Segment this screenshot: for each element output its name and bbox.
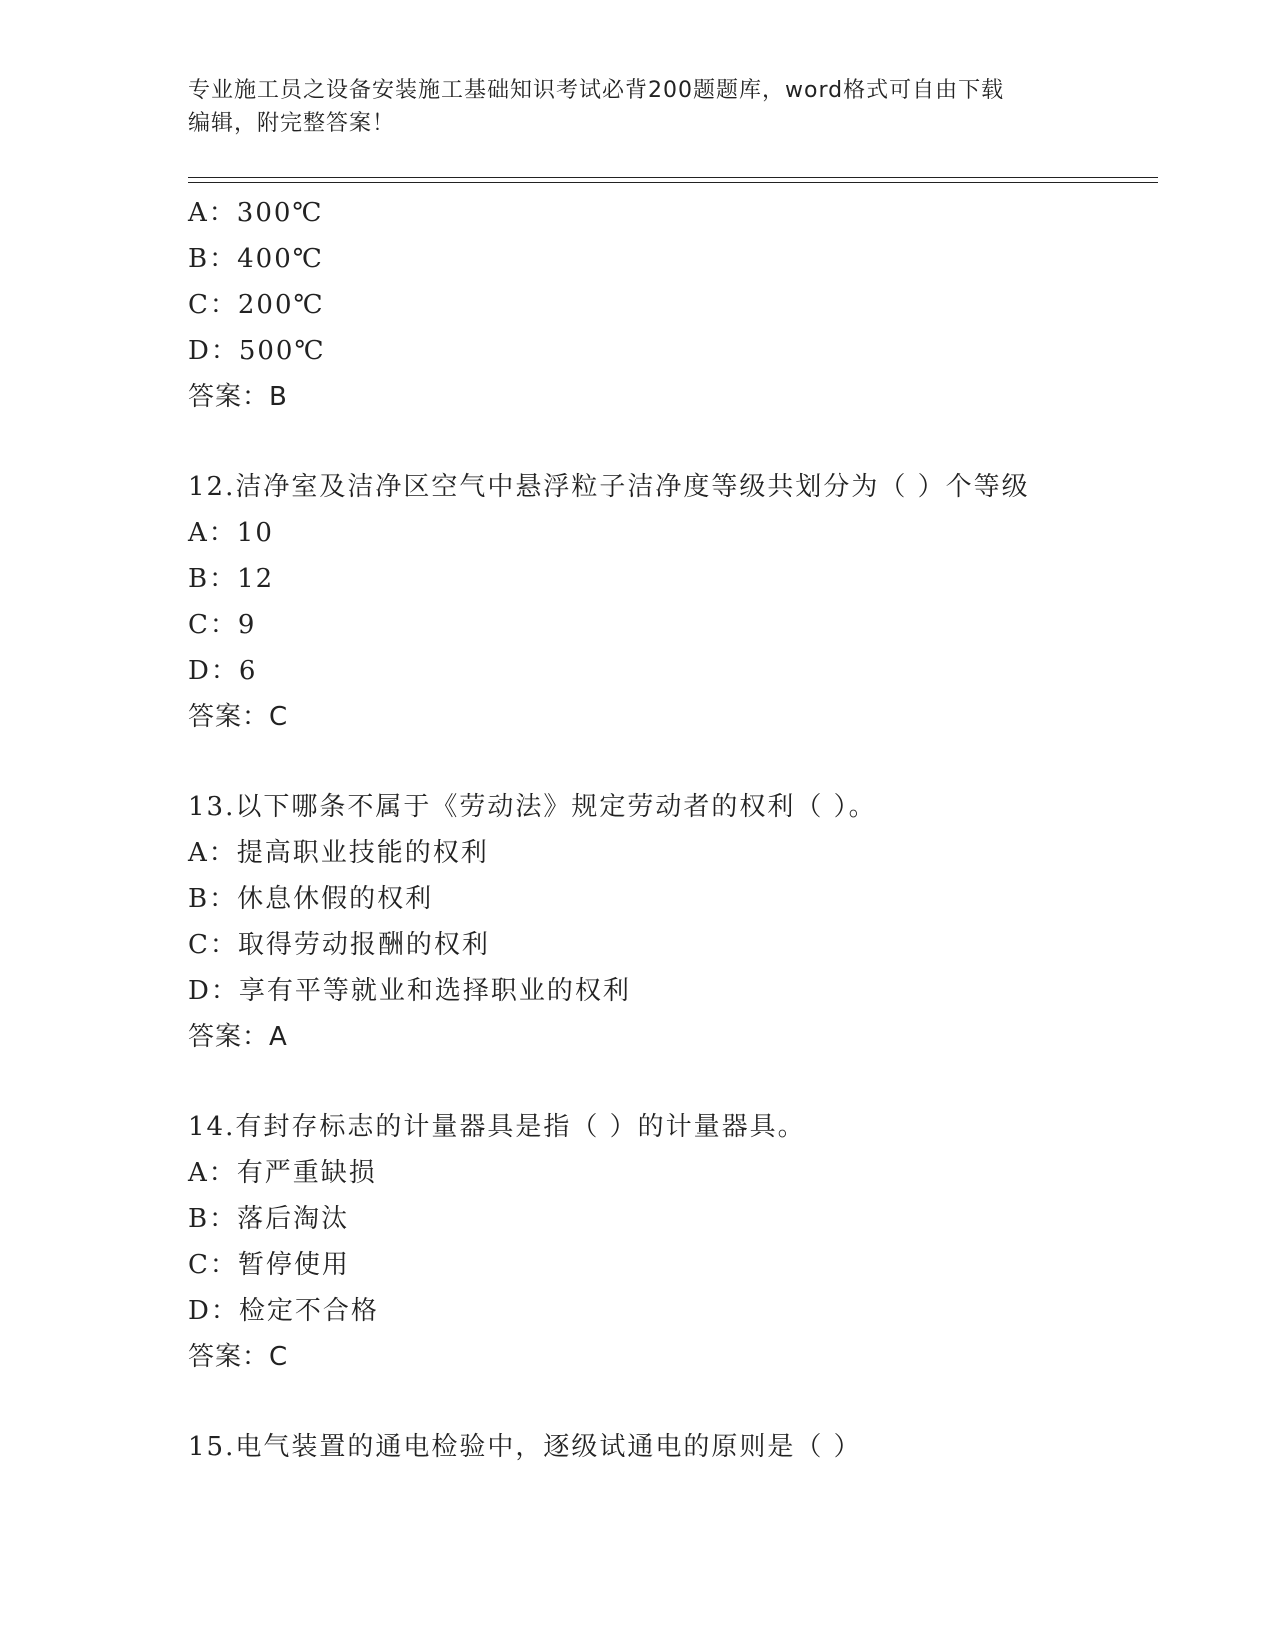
option-d: D：6 <box>188 656 258 686</box>
question-15 <box>188 1424 1158 1470</box>
option-b: B：400℃ <box>188 244 324 274</box>
option-a: A：300℃ <box>188 198 324 228</box>
question-14 <box>188 1104 1158 1380</box>
question-text: 13.以下哪条不属于《劳动法》规定劳动者的权利（ ）。 <box>188 792 877 822</box>
header-line-2: 编辑，附完整答案！ <box>188 111 396 136</box>
answer: 答案：C <box>188 702 289 732</box>
option-a: A：有严重缺损 <box>188 1158 377 1188</box>
option-c: C：9 <box>188 610 257 640</box>
option-d: D：享有平等就业和选择职业的权利 <box>188 976 631 1006</box>
option-a: A：10 <box>188 518 274 548</box>
header-divider-bottom <box>188 182 1158 183</box>
question-text: 12.洁净室及洁净区空气中悬浮粒子洁净度等级共划分为（ ）个等级 <box>188 472 1030 502</box>
question-13 <box>188 784 1158 1060</box>
answer: 答案：A <box>188 1022 288 1052</box>
option-c: C：暂停使用 <box>188 1250 350 1280</box>
answer: 答案：B <box>188 382 288 412</box>
option-b: B：休息休假的权利 <box>188 884 434 914</box>
option-c: C：200℃ <box>188 290 325 320</box>
document-header <box>188 74 1088 140</box>
option-d: D：500℃ <box>188 336 326 366</box>
option-a: A：提高职业技能的权利 <box>188 838 489 868</box>
option-d: D：检定不合格 <box>188 1296 379 1326</box>
question-list <box>188 190 1158 1470</box>
question-text: 15.电气装置的通电检验中，逐级试通电的原则是（ ） <box>188 1432 862 1462</box>
option-b: B：12 <box>188 564 275 594</box>
header-line-1: 专业施工员之设备安装施工基础知识考试必背200题题库，word格式可自由下载 <box>188 78 1005 103</box>
option-b: B：落后淘汰 <box>188 1204 350 1234</box>
option-c: C：取得劳动报酬的权利 <box>188 930 490 960</box>
question-11-options <box>188 190 1158 420</box>
header-divider-top <box>188 177 1158 178</box>
question-text: 14.有封存标志的计量器具是指（ ）的计量器具。 <box>188 1112 806 1142</box>
question-12 <box>188 464 1158 740</box>
answer: 答案：C <box>188 1342 289 1372</box>
